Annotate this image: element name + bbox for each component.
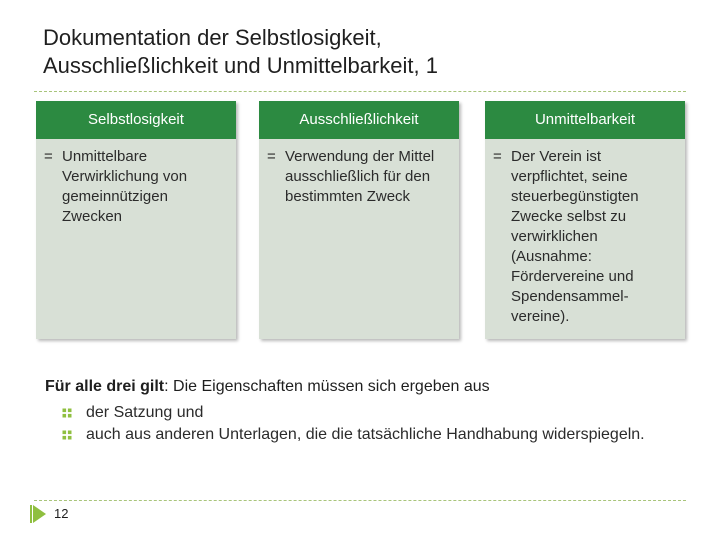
top-divider [34, 91, 686, 92]
equals-marker: = [267, 148, 276, 165]
slide-title-line-2: Ausschließlichkeit und Unmittelbarkeit, 1 [43, 53, 438, 78]
card-unmittelbarkeit [485, 101, 685, 339]
slide-title-line-1: Dokumentation der Selbstlosigkeit, [43, 25, 382, 50]
card-heading: Ausschließlichkeit [259, 101, 459, 139]
dingbat-box-bullet-icon [62, 408, 72, 418]
summary-rest: : Die Eigenschaften müssen sich ergeben aus [164, 378, 490, 395]
equals-marker: = [44, 148, 53, 165]
slide-arrow-icon [33, 505, 46, 523]
list-item [62, 424, 662, 446]
bullet-text: der Satzung und [86, 404, 204, 421]
card-selbstlosigkeit [36, 101, 236, 339]
bullet-text: auch aus anderen Unterlagen, die die tatsächliche Handhabung widerspiegeln. [86, 426, 645, 443]
page-number: 12 [54, 506, 69, 521]
slide-title [43, 24, 683, 80]
card-body [485, 139, 685, 327]
card-heading: Selbstlosigkeit [36, 101, 236, 139]
card-body [36, 139, 236, 227]
card-body [259, 139, 459, 207]
summary-lead: Für alle drei gilt [45, 378, 165, 395]
equals-marker: = [493, 148, 502, 165]
dingbat-box-bullet-icon [62, 430, 72, 440]
summary-text [45, 376, 685, 398]
card-text: Der Verein ist verpflichtet, seine steuerbegünstigten Zwecke selbst zu verwirklichen (Ausnahme: Fördervereine und Spendensammel-vereine). [511, 148, 639, 325]
card-ausschliesslichkeit [259, 101, 459, 339]
card-heading: Unmittelbarkeit [485, 101, 685, 139]
card-text: Verwendung der Mittel ausschließlich für den bestimmten Zweck [285, 148, 435, 205]
bottom-divider [34, 500, 686, 501]
list-item [62, 402, 662, 424]
card-text: Unmittelbare Verwirklichung von gemeinnützigen Zwecken [62, 148, 188, 225]
summary-bullet-list [62, 402, 662, 446]
slide-arrow-bar [30, 505, 32, 523]
